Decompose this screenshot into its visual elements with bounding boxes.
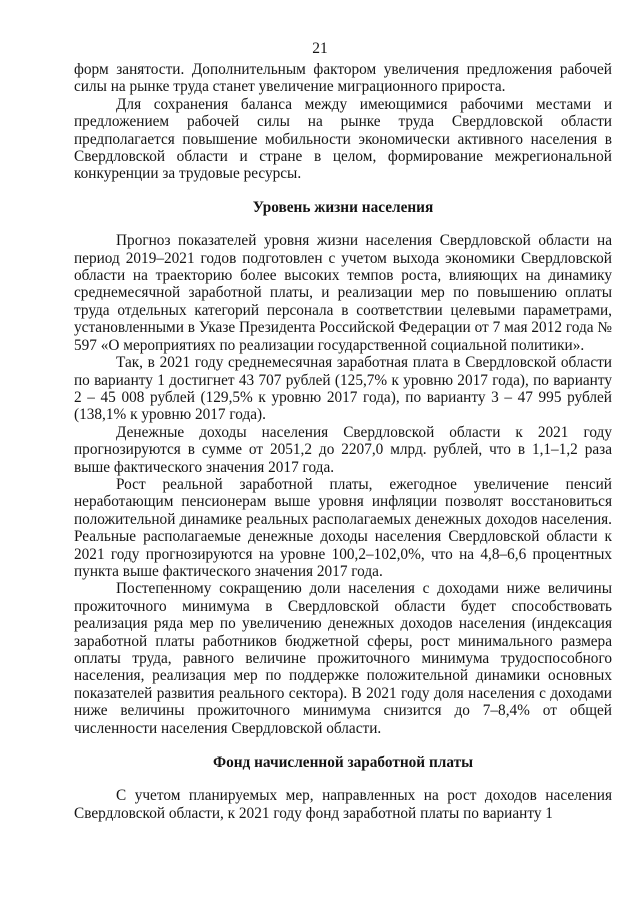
paragraph: Рост реальной заработной платы, ежегодное увеличение пенсий неработающим пенсионерам выше уровня инфляции позволят восстановиться положительной динамике реальных располагаемых денежных доходов населения. Реальные располагаемые денежные доходы населения Свердловской области к 2021 году прогнозируются на уровне 100,2–102,0%, что на 4,8–6,6 процентных пункта выше фактического значения 2017 года. [74,475,612,580]
page-number: 21 [312,40,328,57]
section-heading-wage-fund: Фонд начисленной заработной платы [212,754,474,772]
paragraph: С учетом планируемых мер, направленных на рост доходов населения Свердловской области, к 2021 году фонд заработной платы по варианту 1 [74,787,612,822]
paragraph: Прогноз показателей уровня жизни населения Свердловской области на период 2019–2021 годов подготовлен с учетом выхода экономики Свердловской области на траекторию более высоких темпов роста, влияющих на динамику среднемесячной заработной платы, и реализации мер по повышению оплаты труда отдельных категорий персонала в соответствии целевыми параметрами, установленными в Указе Президента Российской Федерации от 7 мая 2012 года № 597 «О мероприятиях по реализации государственной социальной политики». [74,232,612,354]
paragraph: Денежные доходы населения Свердловской области к 2021 году прогнозируются в сумме от 2051,2 до 2207,0 млрд. рублей, что в 1,1–1,2 раза выше фактического значения 2017 года. [74,423,612,476]
document-body [74,61,612,822]
paragraph: Для сохранения баланса между имеющимися рабочими местами и предложением рабочей силы на рынке труда Свердловской области предполагается повышение мобильности экономически активного населения в Свердловской области и стране в целом, формирование межрегиональной конкуренции за трудовые ресурсы. [74,95,612,183]
section-heading-living-standards: Уровень жизни населения [252,198,434,216]
paragraph: Постепенному сокращению доли населения с доходами ниже величины прожиточного минимума в Свердловской области будет способствовать реализация ряда мер по увеличению денежных доходов населения (индексация заработной платы работников бюджетной сферы, рост минимального размера оплаты труда, равного величине прожиточного минимума трудоспособного населения, реализация мер по поддержке положительной динамики основных показателей развития реального сектора). В 2021 году доля населения с доходами ниже величины прожиточного минимума снизится до 7–8,4% от общей численности населения Свердловской области. [74,580,612,737]
paragraph: Так, в 2021 году среднемесячная заработная плата в Свердловской области по варианту 1 достигнет 43 707 рублей (125,7% к уровню 2017 года), по варианту 2 – 45 008 рублей (129,5% к уровню 2017 года), по варианту 3 – 47 995 рублей (138,1% к уровню 2017 года). [74,354,612,424]
paragraph: форм занятости. Дополнительным фактором увеличения предложения рабочей силы на рынке труда станет увеличение миграционного прироста. [74,61,612,96]
